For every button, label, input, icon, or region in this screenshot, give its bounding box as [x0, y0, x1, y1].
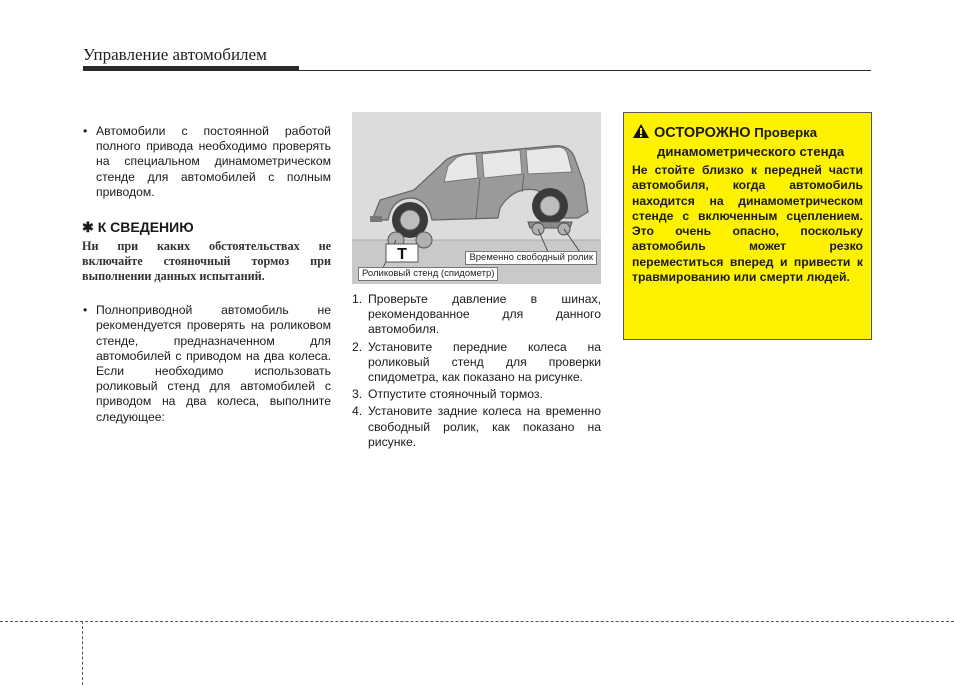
warning-box — [623, 112, 872, 340]
header-rule-thin — [299, 70, 871, 71]
list-item — [352, 404, 601, 450]
list-item — [352, 292, 601, 338]
t-marker-label: T — [397, 246, 407, 263]
warning-subtitle-b: динамометрического стенда — [657, 143, 845, 159]
note-heading-text: К СВЕДЕНИЮ — [97, 219, 194, 236]
warning-title: ОСТОРОЖНО — [654, 125, 751, 141]
note-heading — [82, 220, 331, 235]
bullet-dot: • — [83, 303, 88, 318]
list-item — [352, 387, 601, 402]
step-text: Установите передние колеса на роликовый стенд для проверки спидометра, как показано на рисунке. — [368, 339, 601, 385]
bullet-dot: • — [83, 124, 88, 138]
step-text: Проверьте давление в шинах, рекомендованное для данного автомобиля. — [368, 292, 601, 337]
step-number: 3. — [352, 387, 363, 402]
crop-line-vertical — [82, 621, 83, 685]
list-item — [352, 340, 601, 386]
warning-body: Не стойте близко к передней части автомобиля, когда автомобиль находится на динамометрическом стенде с включенным сцеплением. Это очень опасно, поскольку автомобиль может резко переместиться вперед и привести к травмированию или смерти людей. — [632, 163, 863, 285]
step-number: 1. — [352, 292, 363, 306]
asterisk-icon: ✱ — [82, 219, 94, 236]
bullet-text: Автомобили с постоянной работой полного привода необходимо проверять на специальном динамометрическом стенде для автомобилей с полным приводом. — [96, 124, 331, 199]
step-text: Отпустите стояночный тормоз. — [368, 387, 543, 402]
roller-stand-label: Роликовый стенд (спидометр) — [358, 267, 498, 281]
bullet-text: Полноприводной автомобиль не рекомендуется проверять на роликовом стенде, предназначенном для автомобилей с приводом на два колеса. Если необходимо использовать роликовый стенд для автомобилей с приводом на два колеса, выполните следующее: — [96, 303, 331, 424]
left-column — [82, 124, 331, 425]
bullet-item — [82, 303, 331, 425]
dynamometer-figure — [352, 112, 601, 284]
step-text: Установите задние колеса на временно свободный ролик, как показано на рисунке. — [368, 404, 601, 449]
bullet-item — [82, 124, 331, 200]
warning-triangle-icon — [632, 123, 650, 144]
warning-heading — [632, 123, 863, 160]
steps-list — [352, 292, 601, 452]
warning-subtitle-a: Проверка — [754, 125, 818, 140]
step-number: 4. — [352, 404, 363, 419]
step-number: 2. — [352, 339, 363, 354]
page-header-title: Управление автомобилем — [83, 45, 267, 64]
free-roller-label: Временно свободный ролик — [465, 251, 597, 265]
note-body: Ни при каких обстоятельствах не включайте стояночный тормоз при выполнении данных испытаний. — [82, 239, 331, 284]
crop-line-horizontal — [0, 621, 954, 622]
header-rule-thick — [83, 66, 299, 71]
